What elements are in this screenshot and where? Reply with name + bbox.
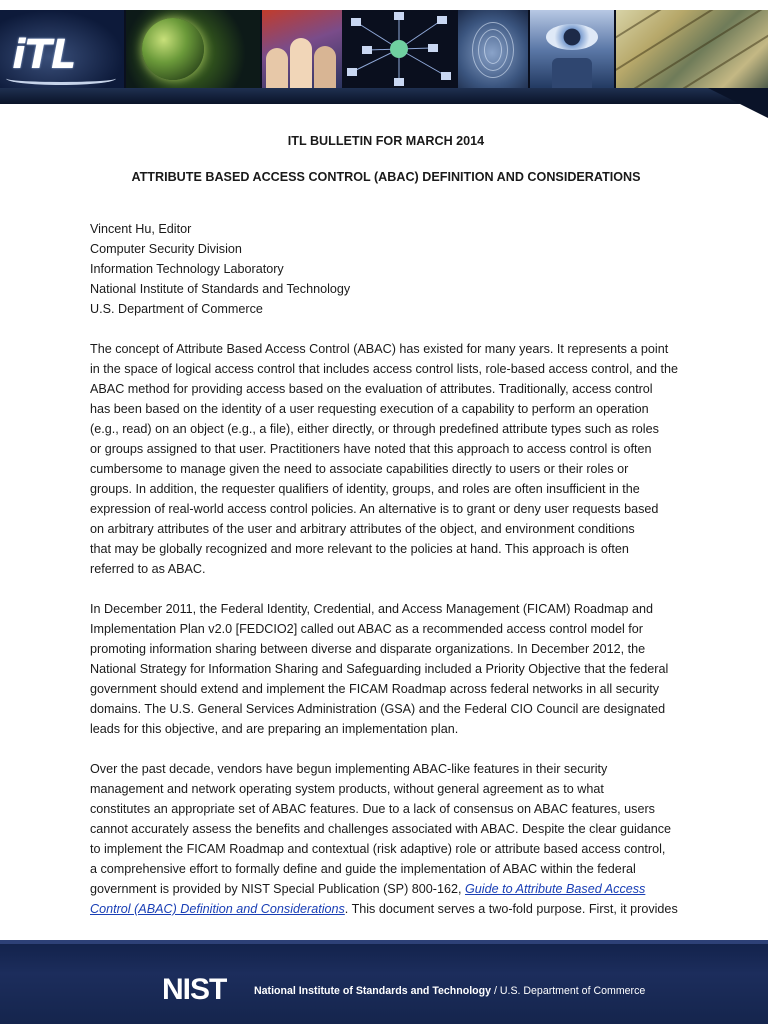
text-line: Over the past decade, vendors have begun implementing ABAC-like features in their security — [90, 762, 608, 776]
guide-link-continued[interactable]: Control (ABAC) Definition and Considerations — [90, 902, 345, 916]
guide-link[interactable]: Guide to Attribute Based Access — [464, 882, 646, 896]
author-line: U.S. Department of Commerce — [90, 302, 263, 316]
text-line: cumbersome to manage given the need to associate capabilities directly to users or their roles or — [90, 462, 629, 476]
footer-department: U.S. Department of Commerce — [499, 985, 646, 997]
banner-tile-eye — [528, 10, 614, 88]
scientist-figure — [552, 58, 592, 88]
text-line: The concept of Attribute Based Access Control (ABAC) has existed for many years. It represents a point — [90, 342, 669, 356]
banner-tile-globe — [124, 10, 260, 88]
document-title: ATTRIBUTE BASED ACCESS CONTROL (ABAC) DEFINITION AND CONSIDERATIONS — [131, 170, 641, 184]
text-line: In December 2011, the Federal Identity, Credential, and Access Management (FICAM) Roadmap and — [90, 602, 654, 616]
paragraph-vendor-implementation — [90, 759, 682, 919]
text-line: constitutes an appropriate set of ABAC features. Due to a lack of consensus on ABAC features, users — [90, 802, 655, 816]
banner-tile-circuit — [614, 10, 768, 88]
paragraph-ficam-roadmap — [90, 599, 682, 739]
text-line: management and network operating system products, without general agreement as to what — [90, 782, 604, 796]
circuit-trace — [653, 11, 768, 88]
footer-banner — [0, 940, 768, 1024]
footer-rule — [0, 940, 768, 944]
itl-logo-text: iTL — [12, 32, 76, 78]
tile-divider — [342, 10, 344, 88]
text-line: referred to as ABAC. — [90, 562, 206, 576]
text-line: (e.g., read) on an object (e.g., a file), either directly, or through predefined attribute types such as roles — [90, 422, 659, 436]
text-span: . This document serves a two-fold purpose. First, it provides — [344, 902, 678, 916]
tile-divider — [260, 10, 262, 88]
banner-tile-network — [342, 10, 456, 88]
text-line: cannot accurately assess the benefits and challenges associated with ABAC. Despite the clear guidance — [90, 822, 672, 836]
text-line: a comprehensive effort to formally define and guide the implementation of ABAC within the federal — [90, 862, 636, 876]
banner-bottom-bar — [0, 88, 768, 104]
text-line: leads for this objective, and are preparing an implementation plan. — [90, 722, 459, 736]
itl-logo — [0, 10, 124, 88]
text-line: in the space of logical access control that includes access control lists, role-based access control, and the — [90, 362, 679, 376]
network-nodes-icon — [342, 10, 456, 88]
paragraph-abac-concept — [90, 339, 682, 579]
text-line — [90, 879, 682, 899]
text-line: domains. The U.S. General Services Administration (GSA) and the Federal CIO Council are designated — [90, 702, 666, 716]
bulletin-title: ITL BULLETIN FOR MARCH 2014 — [287, 134, 485, 148]
text-span: government is provided by NIST Special Publication (SP) 800-162, — [90, 882, 465, 896]
text-line: ABAC method for providing access based on the evaluation of attributes. Traditionally, access control — [90, 382, 653, 396]
text-line — [90, 899, 682, 919]
tile-divider — [456, 10, 458, 88]
header-banner — [0, 0, 768, 118]
tile-divider — [528, 10, 530, 88]
banner-tile-people — [260, 10, 342, 88]
text-line: groups. In addition, the requester qualifiers of identity, groups, and roles are often insufficient in the — [90, 482, 640, 496]
person-figure — [266, 48, 288, 88]
nist-logo: NIST — [162, 973, 227, 1006]
author-line: Information Technology Laboratory — [90, 262, 284, 276]
tile-divider — [124, 10, 126, 88]
globe-icon — [142, 18, 204, 80]
tile-divider — [614, 10, 616, 88]
author-line: National Institute of Standards and Technology — [90, 282, 351, 296]
text-line: to implement the FICAM Roadmap and contextual (risk adaptive) role or attribute based access control, — [90, 842, 666, 856]
text-line: expression of real-world access control policies. An alternative is to grant or deny user requests based — [90, 502, 659, 516]
text-line: government should extend and implement the FICAM Roadmap across federal networks in all security — [90, 682, 660, 696]
author-line: Vincent Hu, Editor — [90, 222, 192, 236]
text-line: that may be globally recognized and more relevant to the policies at hand. This approach is often — [90, 542, 629, 556]
document-body — [90, 128, 682, 919]
text-line: promoting information sharing between diverse and disparate organizations. In December 2012, the — [90, 642, 646, 656]
logo-swoosh-icon — [6, 72, 116, 85]
eye-icon — [546, 24, 598, 50]
text-line: on arbitrary attributes of the user and arbitrary attributes of the object, and environment conditions — [90, 522, 635, 536]
text-line: or groups assigned to that user. Practitioners have noted that this approach to access control is often — [90, 442, 652, 456]
fingerprint-ring — [484, 36, 502, 64]
author-block — [90, 219, 682, 319]
text-line: National Strategy for Information Sharing and Safeguarding included a Priority Objective that the federal — [90, 662, 669, 676]
person-figure — [290, 38, 312, 88]
footer-separator: / — [491, 985, 500, 997]
footer-institute: National Institute of Standards and Technology — [254, 985, 491, 997]
author-line: Computer Security Division — [90, 242, 242, 256]
banner-fold-corner — [708, 88, 768, 118]
banner-tile-fingerprint — [456, 10, 528, 88]
person-figure — [314, 46, 336, 88]
text-line: has been based on the identity of a user requesting execution of a capability to perform an operation — [90, 402, 649, 416]
text-line: Implementation Plan v2.0 [FEDCIO2] called out ABAC as a recommended access control model for — [90, 622, 643, 636]
footer-agency-text — [254, 985, 645, 997]
